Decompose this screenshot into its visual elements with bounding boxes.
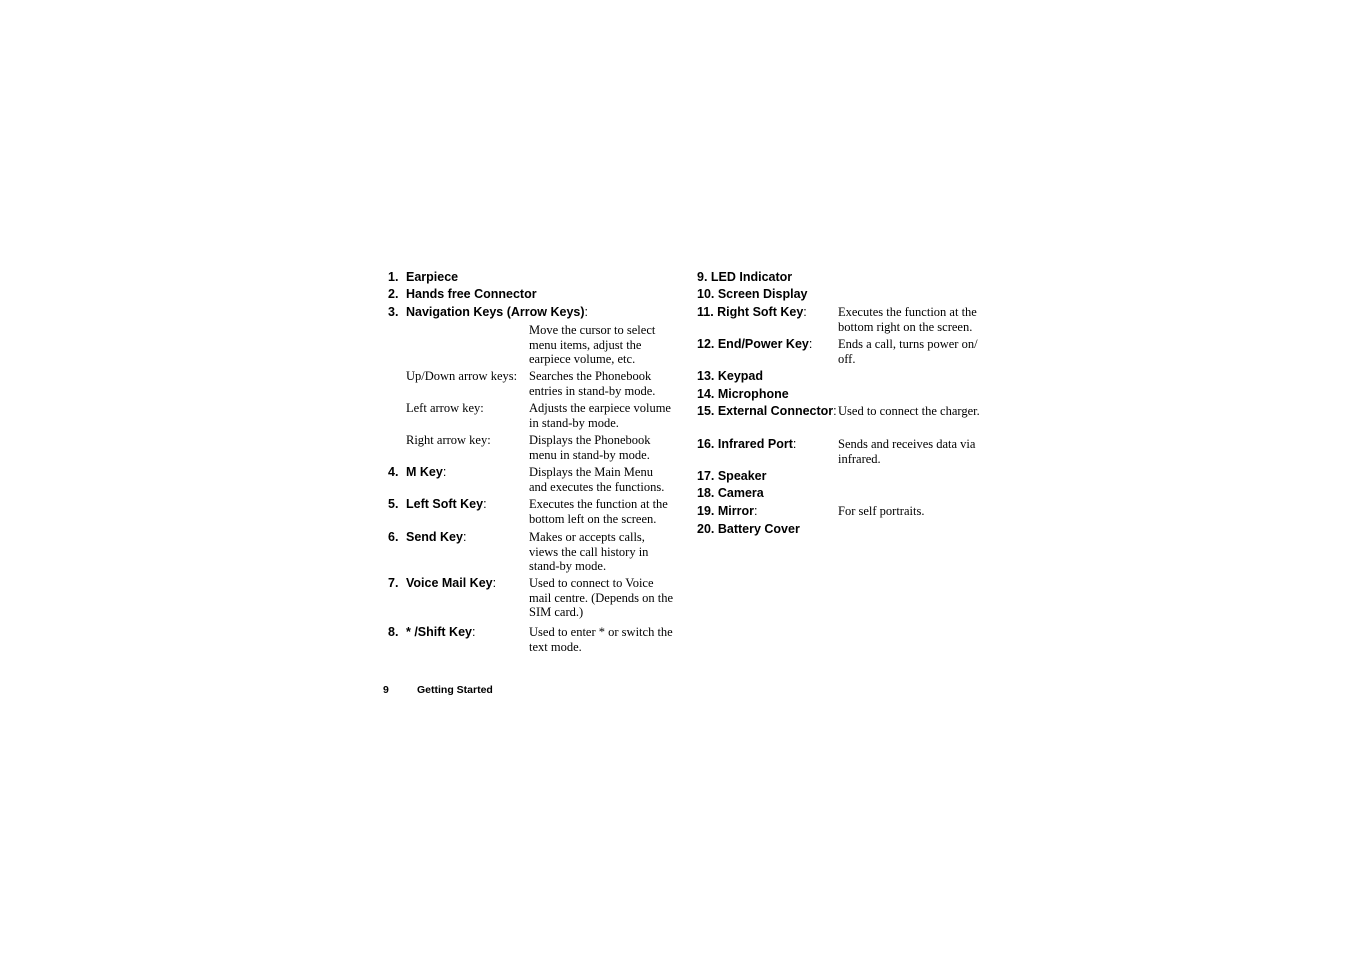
list-item (388, 401, 678, 433)
item-term: 15. External Connector: (697, 404, 837, 418)
item-term: Earpiece (406, 270, 459, 284)
item-term: 13. Keypad (697, 369, 764, 383)
item-term: 14. Microphone (697, 387, 789, 401)
list-item (697, 522, 997, 540)
item-term: 11. Right Soft Key: (697, 305, 807, 319)
item-description: Used to connect the charger. (838, 404, 980, 418)
list-item (388, 576, 678, 625)
item-number: 5. (388, 497, 399, 511)
list-item (388, 497, 678, 530)
list-item (388, 369, 678, 401)
item-term: Send Key: (406, 530, 467, 544)
list-item (388, 305, 678, 323)
item-term: 19. Mirror: (697, 504, 758, 518)
item-number: 3. (388, 305, 399, 319)
item-subterm: Right arrow key: (406, 433, 491, 447)
item-term: 9. LED Indicator (697, 270, 793, 284)
item-description: For self portraits. (838, 504, 925, 518)
section-title: Getting Started (417, 684, 493, 696)
item-description: Adjusts the earpiece volume in stand-by mode. (529, 401, 671, 430)
item-subterm: Up/Down arrow keys: (406, 369, 518, 383)
list-item (697, 504, 997, 522)
item-number: 7. (388, 576, 399, 590)
item-description: Displays the Phonebook menu in stand-by mode. (529, 433, 651, 462)
list-item (697, 469, 997, 486)
item-number: 6. (388, 530, 399, 544)
list-item (697, 369, 997, 387)
item-number: 2. (388, 287, 399, 301)
list-item (697, 387, 997, 404)
item-term: 18. Camera (697, 486, 764, 500)
item-description: Used to connect to Voice mail centre. (Depends on the SIM card.) (529, 576, 674, 619)
item-term: Voice Mail Key: (406, 576, 497, 590)
item-subterm: Left arrow key: (406, 401, 484, 415)
left-column (388, 270, 678, 657)
list-item (388, 270, 678, 287)
item-number: 1. (388, 270, 399, 284)
list-item (697, 437, 997, 469)
list-item (388, 465, 678, 497)
item-number: 8. (388, 625, 399, 639)
item-term: 12. End/Power Key: (697, 337, 813, 351)
list-item (697, 270, 997, 287)
item-description: Displays the Main Menu and executes the functions. (529, 465, 665, 494)
list-item (697, 305, 997, 337)
item-term: 10. Screen Display (697, 287, 808, 301)
item-description: Sends and receives data via infrared. (838, 437, 976, 466)
page-number: 9 (383, 684, 389, 696)
item-term: * /Shift Key: (406, 625, 476, 639)
right-column (697, 270, 997, 540)
item-term: Hands free Connector (406, 287, 537, 301)
list-item (697, 404, 997, 437)
list-item (697, 337, 997, 369)
list-item (388, 323, 678, 369)
item-description: Searches the Phonebook entries in stand-by mode. (529, 369, 656, 398)
list-item (697, 486, 997, 504)
list-item (388, 287, 678, 305)
item-term: 20. Battery Cover (697, 522, 800, 536)
item-description: Executes the function at the bottom left on the screen. (529, 497, 668, 526)
item-term: M Key: (406, 465, 447, 479)
list-item (388, 433, 678, 465)
item-description: Ends a call, turns power on/ off. (838, 337, 978, 366)
list-item (388, 625, 678, 657)
item-description: Makes or accepts calls, views the call history in stand-by mode. (529, 530, 649, 573)
item-description: Move the cursor to select menu items, adjust the earpiece volume, etc. (529, 323, 656, 366)
item-description: Executes the function at the bottom right on the screen. (838, 305, 977, 334)
list-item (697, 287, 997, 305)
item-term: 17. Speaker (697, 469, 767, 483)
item-term: 16. Infrared Port: (697, 437, 797, 451)
item-term: Navigation Keys (Arrow Keys): (406, 305, 589, 319)
item-description: Used to enter * or switch the text mode. (529, 625, 673, 654)
list-item (388, 530, 678, 576)
item-term: Left Soft Key: (406, 497, 487, 511)
item-number: 4. (388, 465, 399, 479)
